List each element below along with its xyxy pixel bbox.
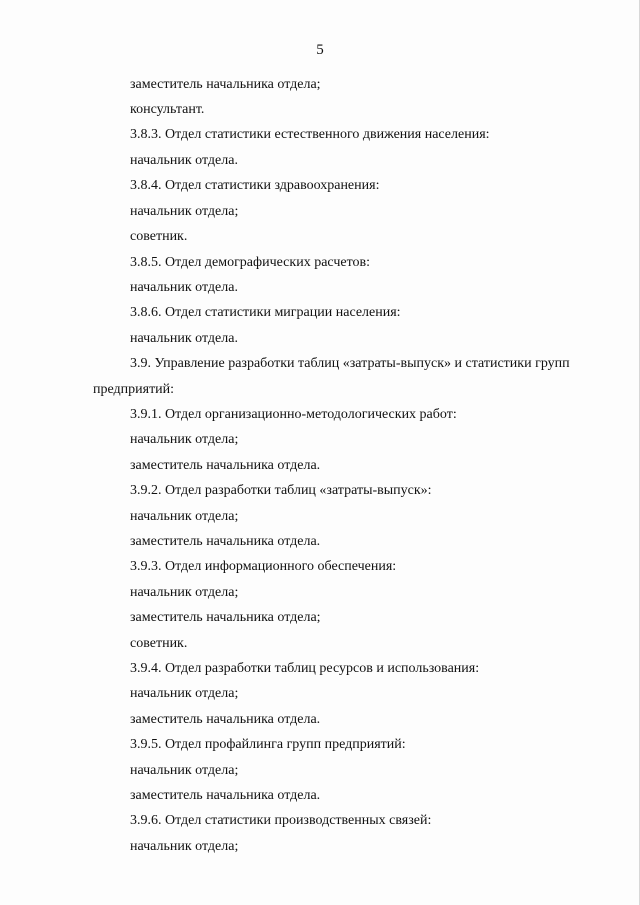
text-line: начальник отдела. [130, 331, 238, 346]
text-line: 3.8.5. Отдел демографических расчетов: [130, 255, 371, 270]
text-line: заместитель начальника отдела. [130, 712, 321, 727]
text-line: 3.9.3. Отдел информационного обеспечения: [130, 559, 397, 574]
text-line: начальник отдела. [130, 153, 238, 168]
text-line: заместитель начальника отдела. [130, 788, 321, 803]
text-line: заместитель начальника отдела. [130, 534, 321, 549]
text-line: заместитель начальника отдела; [130, 77, 321, 92]
text-line: 3.8.6. Отдел статистики миграции населения: [130, 305, 401, 320]
text-line: 3.9.1. Отдел организационно-методологических работ: [130, 407, 457, 422]
text-line: 3.9.5. Отдел профайлинга групп предприятий: [130, 737, 406, 752]
text-line: предприятий: [93, 382, 175, 397]
text-line: начальник отдела; [130, 839, 239, 854]
text-line: начальник отдела; [130, 585, 239, 600]
text-line: начальник отдела; [130, 509, 239, 524]
text-line: 3.9. Управление разработки таблиц «затраты-выпуск» и статистики групп [130, 356, 570, 371]
text-line: начальник отдела; [130, 763, 239, 778]
text-line: 3.9.6. Отдел статистики производственных связей: [130, 813, 432, 828]
text-line: начальник отдела; [130, 432, 239, 447]
text-line: 3.8.4. Отдел статистики здравоохранения: [130, 178, 380, 193]
text-line: заместитель начальника отдела; [130, 610, 321, 625]
text-line: начальник отдела; [130, 204, 239, 219]
text-line: советник. [130, 636, 188, 651]
page-number: 5 [316, 42, 324, 58]
text-line: 3.9.2. Отдел разработки таблиц «затраты-выпуск»: [130, 483, 432, 498]
text-line: начальник отдела. [130, 280, 238, 295]
text-line: 3.9.4. Отдел разработки таблиц ресурсов и использования: [130, 661, 480, 676]
text-line: 3.8.3. Отдел статистики естественного движения населения: [130, 127, 490, 142]
text-line: начальник отдела; [130, 686, 239, 701]
text-line: советник. [130, 229, 188, 244]
text-line: заместитель начальника отдела. [130, 458, 321, 473]
text-line: консультант. [130, 102, 205, 117]
